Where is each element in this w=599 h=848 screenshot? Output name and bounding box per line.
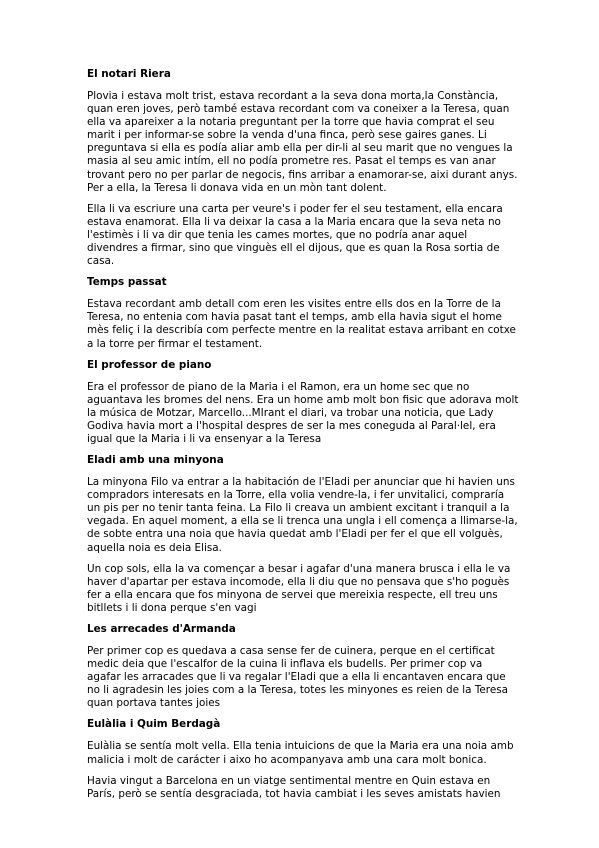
section-title: Temps passat	[87, 276, 167, 289]
section-temps-passat	[87, 276, 519, 350]
section-eulalia-quim	[87, 718, 519, 800]
section-title: Les arrecades d'Armanda	[87, 623, 236, 635]
section-arrecades-armanda	[87, 623, 519, 710]
paragraph: Era el professor de piano de la Maria i el Ramon, era un home sec que no aguantava les bromes del nens. Era un home amb molt bon fisic que adorava molt la música de Motzar, Marcello...MIrant el diari, va trobar una noticia, que Lady Godiva havia mort a l'hospital despres de ser la mes coneguda al Paral·lel, era igual que la Maria i li va ensenyar a la Teresa	[87, 380, 519, 445]
paragraph: Estava recordant amb detall com eren les visites entre ells dos en la Torre de la Teresa, no entenia com havia pasat tant el temps, amb ella havia sigut el home mès feliç i la describía com perfecte mentre en la realitat estava arribant en cotxe a la torre per firmar el testament.	[87, 298, 516, 350]
section-title: Eulàlia i Quim Berdagà	[87, 718, 221, 731]
paragraph: Plovia i estava molt trist, estava recordant a la seva dona morta,la Constància, quan eren joves, però també estava recordant com va coneixer a la Teresa, quan ella va apareixer a la notaria preguntant per la torre que havia comprat el seu marit i per informar-se sobre la venda d'una finca, però sese gaires ganes. Li preguntava si ella es podía aliar amb ella per dir-li al seu marit que no vengues la masia al seu amic intím, ell no podía prometre res. Pasat el temps es van anar trovant pero no per parlar de negocis, fins arribar a enamorar-se, aixi durant anys. Per a ella, la Teresa li donava vida en un mòn tant dolent.	[87, 90, 518, 194]
section-notari-riera	[87, 68, 519, 268]
paragraph: Per primer cop es quedava a casa sense fer de cuinera, perque en el certificat medic deia que l'escalfor de la cuina li inflava els budells. Per primer cop va agafar les arracades que li va regalar l'Eladi que a ella li encantaven encara que no li agradesin les joies com a la Teresa, totes les minyones es reien de la Teresa quan portava tantes joies	[87, 645, 509, 710]
section-title: El notari Riera	[87, 68, 171, 80]
paragraph: La minyona Filo va entrar a la habitación de l'Eladi per anunciar que hi havien uns compradors interesats en la Torre, ella volia vendre-la, i fer unvitalici, compraría un pis per no tenir tanta feina. La Filo li creava un ambient excitant i tranquil a la vegada. En aquel moment, a ella se li trenca una ungla i ell comença a llimarse-la, de sobte entra una noia que havia quedat amb l'Eladi per fer el que ell volguès, aquella noia es deia Elisa.	[87, 476, 518, 554]
section-title: El professor de piano	[87, 358, 212, 371]
section-professor-piano	[87, 359, 519, 446]
paragraph: Un cop sols, ella la va començar a besar i agafar d'una manera brusca i ella le va haver d'apartar per estava incomode, ella li diu que no pensava que s'ho poguès fer a ella encara que fos minyona de servei que mereixia respecte, ell treu uns bitllets i li dona perque s'en vagi	[87, 562, 511, 614]
paragraph: Eulàlia se sentía molt vella. Ella tenia intuicions de que la Maria era una noia amb malicia i molt de carácter i aixo ho acompanyava amb una cara molt bonica.	[87, 740, 514, 766]
section-eladi-minyona	[87, 454, 519, 615]
paragraph: Ella li va escriure una carta per veure's i poder fer el seu testament, ella encara estava enamorat. Ella li va deixar la casa a la Maria encara que la seva neta no l'estimès i li va dir que tenia les cames mortes, que no podría anar aquel divendres a firmar, sino que vinguès ell el dijous, que es quan la Rosa sortia de casa.	[87, 202, 503, 268]
paragraph: Havia vingut a Barcelona en un viatge sentimental mentre en Quin estava en París, però se sentía desgraciada, tot havia cambiat i les seves amistats havien	[87, 774, 501, 800]
section-title: Eladi amb una minyona	[87, 454, 224, 467]
